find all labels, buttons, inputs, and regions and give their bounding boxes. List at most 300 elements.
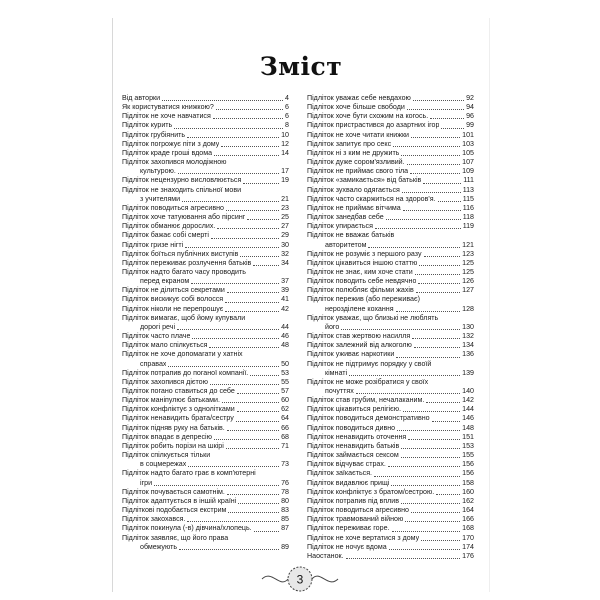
toc-entry-title: Підліток часто плаче (122, 332, 191, 341)
dot-leader (174, 128, 283, 129)
dot-leader (386, 219, 461, 220)
toc-entry (122, 524, 289, 533)
toc-entry-title: Підліток пристрастився до азартних ігор (307, 121, 440, 130)
toc-entry-title: Підліток не підтримує порядку у своїй (307, 359, 432, 368)
toc-entry-title: Підліток покинула (-в) дівчина/хлопець. (122, 524, 252, 533)
toc-entry-title: Підліток підняв руку на батьків. (122, 423, 225, 432)
toc-entry-title: Підліток упирається (307, 222, 373, 231)
toc-entry-page: 101 (462, 130, 474, 139)
toc-entry-title: Підліток погрожує піти з дому (122, 139, 220, 148)
dot-leader (168, 366, 279, 367)
toc-entry (122, 131, 289, 140)
toc-entry (122, 369, 289, 378)
dot-leader (408, 439, 460, 440)
toc-entry-page: 142 (462, 396, 474, 405)
toc-entry-page: 140 (462, 387, 474, 395)
toc-entry (307, 250, 474, 259)
toc-entry (307, 103, 474, 112)
toc-entry-title: Підліток травмований війною (307, 515, 404, 524)
toc-entry (307, 488, 474, 497)
toc-entry-title: Підліток конфліктує з братом/сестрою. (307, 487, 435, 496)
dot-leader (237, 411, 279, 412)
toc-entry-page: 166 (462, 515, 474, 524)
toc-entry-page: 96 (466, 112, 474, 121)
toc-entry-page: 118 (462, 213, 474, 222)
dot-leader (192, 338, 279, 339)
dot-leader (374, 476, 460, 477)
dot-leader (397, 430, 460, 431)
dot-leader (225, 302, 279, 303)
toc-entry (307, 295, 474, 313)
dot-leader (415, 274, 460, 275)
toc-entry-title: Підліток курить (122, 121, 173, 130)
toc-entry (122, 350, 289, 368)
toc-entry (307, 378, 474, 396)
toc-entry-title: Підліток мало спілкується (122, 341, 208, 350)
toc-entry (307, 515, 474, 524)
toc-entry (307, 213, 474, 222)
toc-entry-page: 168 (462, 524, 474, 533)
toc-entry-title: Підліток впадає в депресію (122, 432, 212, 441)
toc-entry (122, 186, 289, 204)
page-title: Зміст (259, 52, 343, 81)
dot-leader (221, 146, 279, 147)
toc-entry (122, 112, 289, 121)
toc-entry-page: 32 (281, 249, 289, 258)
toc-entry-title: Підліток «замикається» від батьків (307, 176, 422, 185)
toc-entry-page: 10 (281, 130, 289, 139)
toc-entry-title: Підліток ненавидить оточення (307, 432, 407, 441)
toc-entry-page: 116 (462, 203, 474, 212)
dot-leader (396, 311, 461, 312)
toc-entry (307, 497, 474, 506)
toc-entry (307, 469, 474, 478)
dot-leader (430, 118, 464, 119)
toc-entry-title: Підліток не приймає свого тіла (307, 167, 409, 176)
toc-entry-title: справах (140, 359, 167, 368)
toc-entry-page: 25 (281, 213, 289, 222)
dot-leader (226, 210, 279, 211)
toc-entry (307, 186, 474, 195)
dot-leader (227, 292, 279, 293)
toc-entry-title: Від авторки (122, 94, 161, 102)
toc-entry-page: 27 (281, 222, 289, 231)
toc-entry-title: Підліток гризе нігті (122, 240, 184, 249)
dot-leader (227, 494, 279, 495)
dot-leader (188, 466, 279, 467)
toc-entry-title: Підліток не хоче вертатися з дому (307, 533, 420, 542)
toc-entry-page: 89 (281, 542, 289, 551)
toc-entry-title: дорогі речі (140, 322, 176, 331)
toc-entry-title: Підліток хоче більше свободи (307, 103, 405, 112)
toc-entry-title: Підліток конфліктує з однолітками (122, 405, 235, 414)
toc-entry-page: 53 (281, 368, 289, 377)
toc-column-left (122, 94, 289, 552)
dot-leader (191, 283, 279, 284)
toc-entry-title: обмежують (140, 542, 178, 551)
toc-entry (307, 112, 474, 121)
toc-entry-page: 125 (462, 267, 474, 276)
toc-entry (307, 405, 474, 414)
toc-entry-page: 78 (281, 487, 289, 496)
toc-entry-page: 144 (462, 405, 474, 414)
toc-entry (307, 424, 474, 433)
toc-entry-title: Підліток став грубим, нечалаканим. (307, 396, 425, 405)
toc-entry-page: 44 (281, 322, 289, 331)
toc-entry (122, 149, 289, 158)
toc-entry (307, 332, 474, 341)
toc-entry-page: 92 (466, 94, 474, 102)
dot-leader (424, 256, 461, 257)
toc-entry-page: 127 (462, 286, 474, 295)
toc-entry-page: 136 (462, 350, 474, 359)
toc-entry-page: 170 (462, 533, 474, 542)
toc-entry-page: 83 (281, 506, 289, 515)
toc-entry-title: Підліток переживає горе. (307, 524, 390, 533)
toc-entry-page: 111 (463, 176, 474, 185)
ornament-right (312, 576, 338, 582)
toc-entry-page: 115 (462, 194, 474, 203)
toc-entry-page: 50 (281, 359, 289, 368)
dot-leader (226, 448, 279, 449)
dot-leader (253, 265, 279, 266)
toc-entry-page: 4 (285, 94, 289, 102)
toc-entry-title: Підліток пережив (або переживає) (307, 295, 420, 304)
toc-entry-title: Підліток спілкується тільки (122, 451, 211, 460)
toc-entry-title: Підліток маніпулює батьками. (122, 396, 220, 405)
toc-entry (307, 121, 474, 130)
dot-leader (407, 164, 461, 165)
dot-leader (254, 531, 279, 532)
toc-entry (307, 204, 474, 213)
toc-entry (122, 405, 289, 414)
dot-leader (391, 485, 460, 486)
toc-entry (307, 222, 474, 231)
dot-leader (401, 503, 460, 504)
toc-entry (307, 286, 474, 295)
toc-entry (122, 231, 289, 240)
toc-entry (307, 451, 474, 460)
toc-entry-page: 174 (462, 542, 474, 551)
toc-entry (307, 442, 474, 451)
dot-leader (247, 219, 279, 220)
toc-entry (307, 277, 474, 286)
toc-entry-page: 164 (462, 506, 474, 515)
toc-entry-title: Як користуватися книжкою? (122, 103, 214, 112)
dot-leader (214, 155, 279, 156)
dot-leader (227, 430, 279, 431)
toc-entry (307, 534, 474, 543)
toc-entry (122, 488, 289, 497)
dot-leader (211, 238, 279, 239)
toc-entry (122, 332, 289, 341)
toc-entry-page: 60 (281, 396, 289, 405)
toc-entry-page: 6 (285, 103, 289, 112)
toc-entry (307, 552, 474, 561)
toc-entry (122, 305, 289, 314)
dot-leader (213, 118, 283, 119)
toc-entry-page: 139 (462, 368, 474, 377)
toc-entry (307, 396, 474, 405)
dot-leader (407, 109, 464, 110)
toc-entry-page: 30 (281, 240, 289, 249)
book-page (112, 18, 490, 592)
toc-entry-page: 107 (462, 158, 474, 167)
toc-entry-title: Підліток поводиться дивно (307, 423, 396, 432)
toc-entry-title: Підліток ненавидить брата/сестру (122, 414, 234, 423)
dot-leader (154, 485, 279, 486)
toc-entry-page: 155 (462, 451, 474, 460)
dot-leader (179, 549, 279, 550)
toc-entry-page: 64 (281, 414, 289, 423)
toc-entry (122, 140, 289, 149)
toc-entry-title: Підліток надто багато часу проводить (122, 267, 246, 276)
toc-entry-title: Підліток поводиться агресивно (122, 203, 224, 212)
toc-entry-page: 48 (281, 341, 289, 350)
toc-entry-title: в соцмережах (140, 460, 187, 469)
toc-entry (122, 204, 289, 213)
toc-entry (122, 295, 289, 304)
dot-leader (217, 228, 279, 229)
toc-entry (307, 140, 474, 149)
dot-leader (368, 247, 460, 248)
dot-leader (210, 384, 279, 385)
toc-entry-page: 8 (285, 121, 289, 130)
toc-entry (122, 158, 289, 176)
toc-entry (307, 195, 474, 204)
toc-entry (307, 360, 474, 378)
toc-entry (307, 176, 474, 185)
toc-entry-page: 151 (462, 432, 474, 441)
toc-entry (307, 543, 474, 552)
toc-entry-page: 130 (462, 322, 474, 331)
toc-entry-title: Підліток нецензурно висловлюється (122, 176, 242, 185)
dot-leader (341, 329, 460, 330)
dot-leader (392, 531, 461, 532)
dot-leader (178, 173, 279, 174)
toc-entry-title: Підліток переживає розлучення батьків (122, 258, 252, 267)
toc-entry (307, 433, 474, 442)
toc-entry-page: 126 (462, 277, 474, 286)
toc-entry-title: Підліток почувається самотнім. (122, 487, 225, 496)
toc-entry-page: 80 (281, 496, 289, 505)
toc-entry-title: Підліток уважає, що близькі не люблять (307, 313, 439, 322)
toc-entry-title: ігри (140, 478, 153, 487)
page-number-badge (258, 563, 342, 595)
toc-entry-title: авторитетом (325, 240, 367, 249)
toc-entry-title: Підліток потрапив до поганої компанії. (122, 368, 249, 377)
toc-entry (307, 524, 474, 533)
toc-column-right (307, 94, 474, 561)
toc-entry-title: Підліток не розуміє з першого разу (307, 249, 422, 258)
dot-leader (416, 292, 460, 293)
toc-entry-page: 134 (462, 341, 474, 350)
dot-leader (225, 311, 279, 312)
toc-entry (122, 286, 289, 295)
dot-leader (228, 512, 279, 513)
toc-entry (122, 451, 289, 469)
toc-entry (122, 442, 289, 451)
toc-entry-title: Наостанок. (307, 551, 344, 560)
toc-entry (122, 387, 289, 396)
toc-entry-page: 128 (462, 304, 474, 313)
toc-entry (307, 158, 474, 167)
toc-entry-title: Підліток не може розібратися у своїх (307, 377, 429, 386)
toc-entry-title: Підліток займається сексом (307, 451, 399, 460)
dot-leader (403, 411, 460, 412)
toc-entry-title: культурою. (140, 167, 176, 176)
dot-leader (187, 521, 279, 522)
dot-leader (346, 558, 461, 559)
toc-entry-page: 37 (281, 277, 289, 286)
toc-entry-title: Підліток відчуває страх. (307, 460, 386, 469)
toc-entry-title: Підліток хоче татуювання або пірсинг (122, 213, 246, 222)
toc-entry (307, 506, 474, 515)
toc-entry-page: 162 (462, 496, 474, 505)
toc-entry-page: 21 (281, 194, 289, 203)
toc-entry-title: нерозділене кохання (325, 304, 394, 313)
toc-entry (122, 176, 289, 185)
page-number: 3 (296, 572, 304, 587)
toc-entry-title: Підліток захопився дієтою (122, 377, 208, 386)
toc-entry (122, 378, 289, 387)
toc-entry-page: 113 (462, 185, 474, 194)
toc-entry-title: почуттях (325, 387, 354, 395)
dot-leader (396, 357, 460, 358)
toc-entry-page: 123 (462, 249, 474, 258)
toc-entry (307, 149, 474, 158)
dot-leader (432, 421, 461, 422)
dot-leader (438, 201, 461, 202)
toc-entry-title: Підліток захопився молодіжною (122, 158, 227, 167)
toc-entry-title: Підліток зухвало одягається (307, 185, 400, 194)
toc-entry-title: Підліток вимагає, щоб йому купували (122, 313, 246, 322)
toc-entry-page: 148 (462, 423, 474, 432)
dot-leader (401, 155, 460, 156)
dot-leader (236, 421, 279, 422)
toc-entry-title: Підліток не хоче читати книжки (307, 130, 410, 139)
toc-entry-page: 14 (281, 148, 289, 157)
toc-entry-title: Підліток не хоче допомагати у хатніх (122, 350, 243, 359)
toc-entry-page: 6 (285, 112, 289, 121)
toc-entry (307, 167, 474, 176)
toc-entry-page: 125 (462, 258, 474, 267)
dot-leader (238, 503, 279, 504)
toc-entry-page: 57 (281, 387, 289, 395)
toc-entry (122, 396, 289, 405)
toc-entry (122, 506, 289, 515)
toc-entry-title: Підліток запитує про секс (307, 139, 392, 148)
toc-entry-page: 156 (462, 460, 474, 469)
toc-entry (307, 314, 474, 332)
dot-leader (237, 393, 279, 394)
toc-entry (122, 259, 289, 268)
toc-entry (122, 314, 289, 332)
toc-entry-page: 121 (462, 240, 474, 249)
toc-entry-title: його (325, 322, 340, 331)
toc-entry-title: Підліток залежний від алкоголю (307, 341, 412, 350)
toc-entry (122, 469, 289, 487)
dot-leader (349, 375, 460, 376)
toc-entry-title: Підліток уживає наркотики (307, 350, 395, 359)
toc-entry-page: 76 (281, 478, 289, 487)
dot-leader (426, 402, 460, 403)
dot-leader (423, 183, 461, 184)
toc-entry-title: Підліток заїкається. (307, 469, 373, 478)
toc-entry-page: 71 (281, 441, 289, 450)
dot-leader (243, 183, 279, 184)
toc-entry-title: Підліток не ділиться секретами (122, 286, 225, 295)
dot-leader (388, 466, 460, 467)
toc-entry-page: 158 (462, 478, 474, 487)
toc-entry-page: 29 (281, 231, 289, 240)
toc-entry-page: 17 (281, 167, 289, 176)
toc-entry (122, 241, 289, 250)
toc-entry (307, 268, 474, 277)
toc-entry-title: Підліток часто скаржиться на здоров'я. (307, 194, 436, 203)
dot-leader (182, 201, 279, 202)
toc-entry (307, 460, 474, 469)
toc-entry-title: Підліток не вважає батьків (307, 231, 395, 240)
toc-entry-page: 109 (462, 167, 474, 176)
toc-entry-title: Підліток став жертвою насилля (307, 332, 411, 341)
toc-entry-title: Підліток не хоче навчатися (122, 112, 211, 121)
dot-leader (419, 265, 460, 266)
toc-entry-page: 156 (462, 469, 474, 478)
dot-leader (185, 247, 279, 248)
dot-leader (393, 146, 460, 147)
toc-entry-page: 85 (281, 515, 289, 524)
toc-entry (307, 259, 474, 268)
toc-entry-title: Підліток не знаходить спільної мови (122, 185, 242, 194)
toc-entry-title: Підліток боїться публічних виступів (122, 249, 239, 258)
toc-entry-title: Підліток не знає, ким хоче стати (307, 267, 413, 276)
dot-leader (222, 402, 279, 403)
dot-leader (413, 100, 464, 101)
dot-leader (187, 137, 279, 138)
toc-entry (307, 414, 474, 423)
toc-entry-title: Підліток краде гроші вдома (122, 148, 213, 157)
dot-leader (216, 109, 283, 110)
toc-entry-title: Підліток грубіянить (122, 130, 186, 139)
toc-entry-title: Підліток ненавидить батьків (307, 441, 400, 450)
dot-leader (356, 393, 460, 394)
dot-leader (389, 549, 460, 550)
toc-entry (307, 341, 474, 350)
toc-entry-title: Підліток закохався. (122, 515, 186, 524)
toc-entry-page: 94 (466, 103, 474, 112)
toc-entry (122, 433, 289, 442)
dot-leader (162, 100, 283, 101)
toc-entry-page: 46 (281, 332, 289, 341)
toc-entry (122, 94, 289, 103)
toc-entry-title: Підліток робить порізи на шкірі (122, 441, 224, 450)
dot-leader (240, 256, 279, 257)
toc-entry (122, 497, 289, 506)
toc-entry-title: перед екраном (140, 277, 190, 286)
toc-entry-title: Підліток уважає себе невдахою (307, 94, 411, 102)
toc-entry-page: 105 (462, 148, 474, 157)
toc-entry-title: Підліток заявляє, що його права (122, 533, 229, 542)
toc-entry-title: Підліток адаптується в іншій країні (122, 496, 237, 505)
toc-entry-title: Підліток не ночує вдома (307, 542, 387, 551)
toc-entry-page: 66 (281, 423, 289, 432)
toc-entry-title: Підліток погано ставиться до себе (122, 387, 235, 395)
toc-entry-title: Підліток обманює дорослих. (122, 222, 216, 231)
toc-entry (122, 268, 289, 286)
toc-entry (122, 250, 289, 259)
toc-entry-page: 68 (281, 432, 289, 441)
